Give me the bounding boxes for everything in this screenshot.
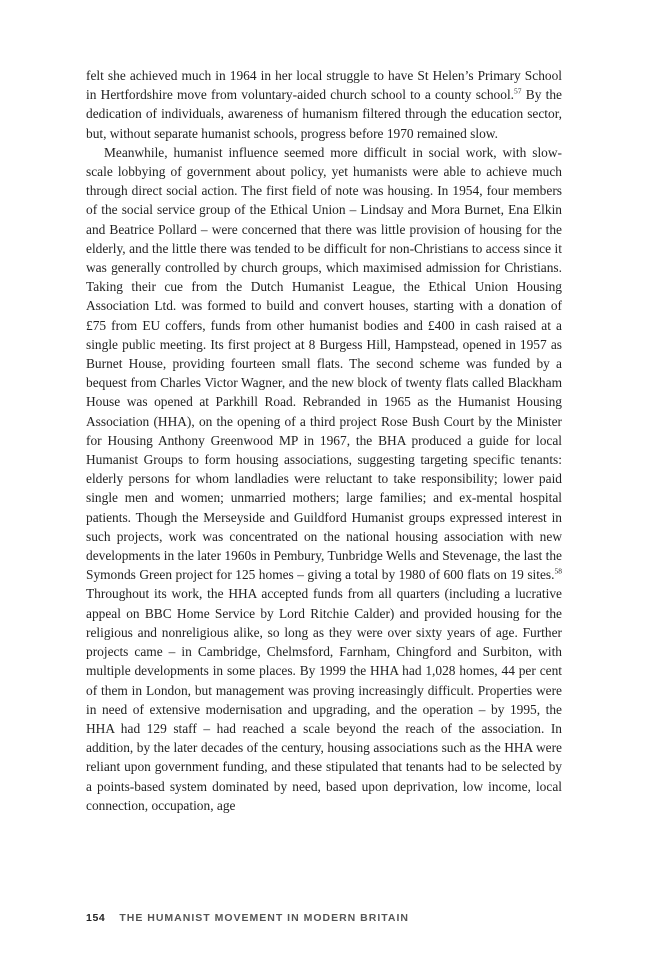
page-number: 154 (86, 912, 106, 924)
footnote-marker-58[interactable]: 58 (554, 566, 562, 576)
body-text (86, 66, 562, 815)
footnote-marker-57[interactable]: 57 (514, 86, 522, 96)
paragraph-1-text-a: felt she achieved much in 1964 in her local struggle to have St Helen’s Primary School in Hertfordshire move from voluntary-aided church school to a county school. (86, 68, 562, 103)
paragraph-2 (86, 143, 562, 815)
running-title: THE HUMANIST MOVEMENT IN MODERN BRITAIN (119, 912, 409, 924)
paragraph-1 (86, 66, 562, 143)
paragraph-2-text-a: Meanwhile, humanist influence seemed more difficult in social work, with slow-scale lobbying of government about policy, yet humanists were able to achieve much through direct social action. The first field of note was housing. In 1954, four members of the social service group of the Ethical Union – Lindsay and Mora Burnet, Ena Elkin and Beatrice Pollard – were concerned that there was little provision of housing for the elderly, and the little there was tended to be difficult for non-Christians to access since it was generally controlled by church groups, which maximised admission for Christians. Taking their cue from the Dutch Humanist League, the Ethical Union Housing Association Ltd. was formed to build and convert houses, starting with a donation of £75 from EU coffers, funds from other humanist bodies and £400 in cash raised at a single public meeting. Its first project at 8 Burgess Hill, Hampstead, opened in 1957 as Burnet House, providing fourteen small flats. The second scheme was funded by a bequest from Charles Victor Wagner, and the new block of twenty flats called Blackham House was opened at Parkhill Road. Rebranded in 1965 as the Humanist Housing Association (HHA), on the opening of a third project Rose Bush Court by the Minister for Housing Anthony Greenwood MP in 1967, the BHA produced a guide for local Humanist Groups to form housing associations, suggesting targeting specific tenants: elderly persons for whom landladies were reluctant to take responsibility; lower paid single men and women; unmarried mothers; large families; and ex-mental hospital patients. Though the Merseyside and Guildford Humanist groups expressed interest in such projects, work was concentrated on the national housing association with new developments in the later 1960s in Pembury, Tunbridge Wells and Stevenage, the last the Symonds Green project for 125 homes – giving a total by 1980 of 600 flats on 19 sites. (86, 144, 562, 583)
page-footer (86, 912, 562, 924)
paragraph-1-text-b: By the dedication of individuals, awareness of humanism filtered through the education sector, but, without separate humanist schools, progress before 1970 remained slow. (86, 87, 562, 141)
paragraph-2-text-b: Throughout its work, the HHA accepted funds from all quarters (including a lucrative appeal on BBC Home Service by Lord Ritchie Calder) and provided housing for the religious and nonreligious alike, so long as they were over sixty years of age. Further projects came – in Cambridge, Chelmsford, Farnham, Chingford and Surbiton, with multiple developments in some places. By 1999 the HHA had 1,028 homes, 44 per cent of them in London, but management was proving increasingly difficult. Properties were in need of extensive modernisation and upgrading, and the operation – by 1995, the HHA had 129 staff – had reached a scale beyond the reach of the association. In addition, by the later decades of the century, housing associations such as the HHA were reliant upon government funding, and these stipulated that tenants had to be selected by a points-based system dominated by need, based upon deprivation, low income, local connection, occupation, age (86, 586, 562, 813)
